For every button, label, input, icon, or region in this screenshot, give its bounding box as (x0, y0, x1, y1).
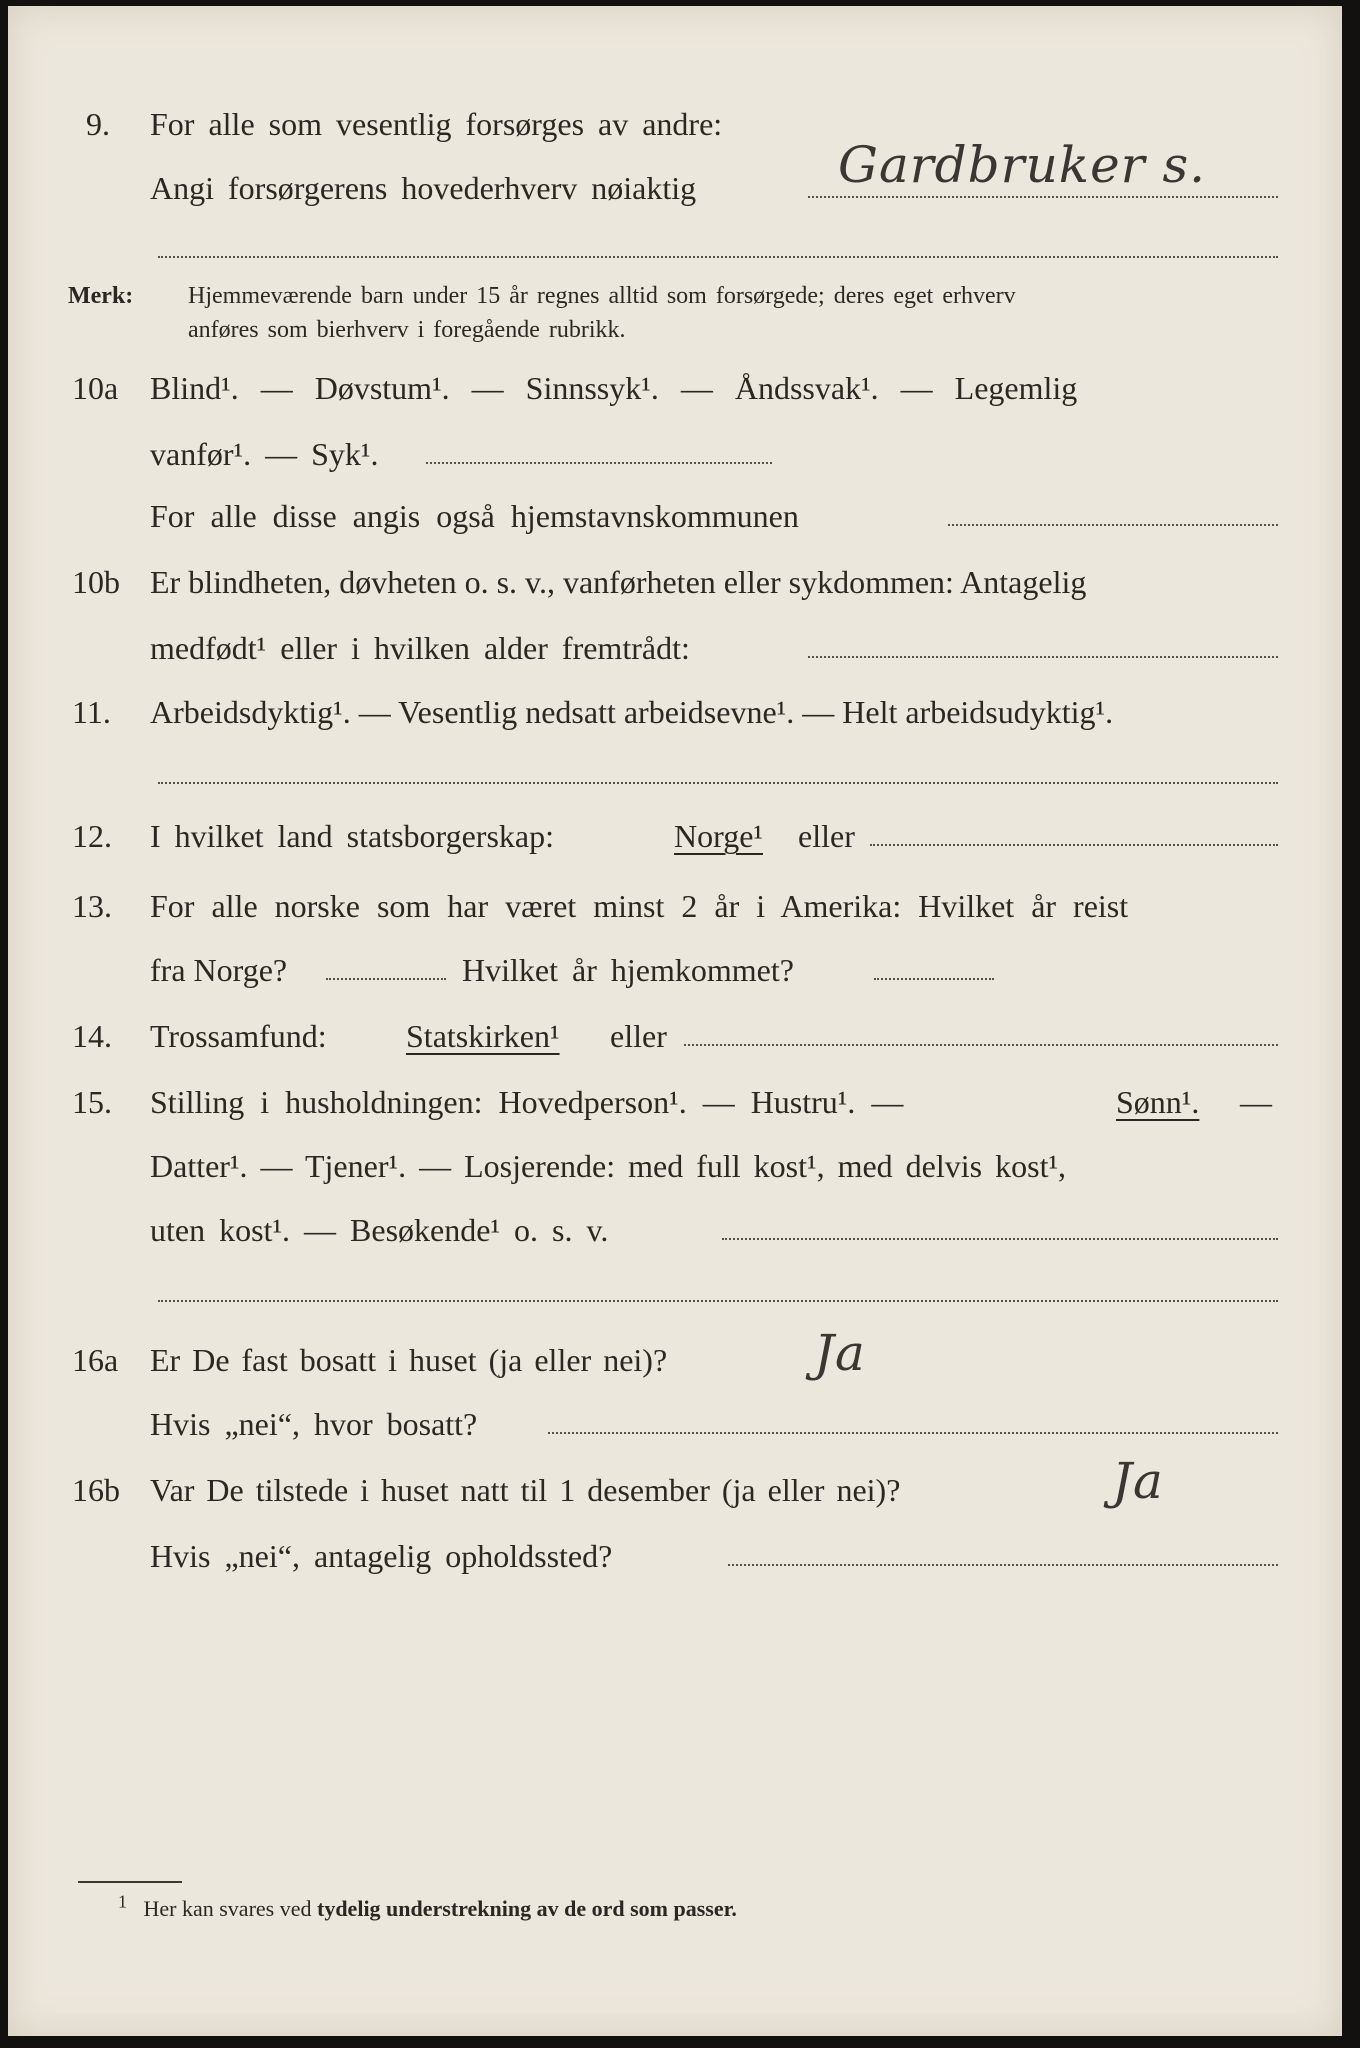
q13-line1: For alle norske som har været minst 2 år i Amerika: Hvilket år reist (150, 888, 1129, 924)
q16b-handwritten-answer: Ja (1112, 1452, 1164, 1510)
q10b-number: 10b (72, 564, 120, 600)
footnote-mark: 1 (118, 1891, 127, 1912)
q16a-number: 16a (72, 1342, 119, 1378)
footnote-plain-text: Her kan svares ved (143, 1896, 312, 1921)
q12-underlined-answer: Norge¹ (674, 818, 763, 854)
q12-answer-line (870, 844, 1278, 846)
q14-underlined-answer: Statskirken¹ (406, 1018, 560, 1054)
q9-extra-line (158, 256, 1278, 258)
q11-line1: Arbeidsdyktig¹. — Vesentlig nedsatt arbeidsevne¹. — Helt arbeidsudyktig¹. (150, 694, 1114, 730)
q15-extra-line (158, 1300, 1278, 1302)
q15-line1-suffix: — (1240, 1084, 1272, 1120)
footnote (118, 1891, 737, 1922)
q10a-hometown-line (948, 524, 1278, 526)
q11-number: 11. (72, 694, 111, 730)
footnote-rule (78, 1881, 182, 1883)
q15-line2: Datter¹. — Tjener¹. — Losjerende: med full kost¹, med delvis kost¹, (150, 1148, 1067, 1184)
q15-line3: uten kost¹. — Besøkende¹ o. s. v. (150, 1212, 609, 1248)
q12-number: 12. (72, 818, 112, 854)
q13-number: 13. (72, 888, 112, 924)
q16b-number: 16b (72, 1472, 120, 1508)
q13-line2b: Hvilket år hjemkommet? (462, 952, 794, 988)
q15-answer-line (722, 1238, 1278, 1240)
q15-underlined-answer: Sønn¹. (1116, 1084, 1200, 1120)
q9-handwritten-answer: Gardbruker s. (838, 136, 1207, 194)
q16b-answer-line (728, 1564, 1278, 1566)
q10a-answer-line (426, 462, 772, 464)
q14-answer-line (684, 1044, 1278, 1046)
q11-extra-line (158, 782, 1278, 784)
q10a-line2: vanfør¹. — Syk¹. (150, 436, 379, 472)
q10a-number: 10a (72, 370, 119, 406)
q9-answer-line (808, 196, 1278, 198)
q14-prefix: Trossamfund: (150, 1018, 327, 1054)
q13-left-year-line (326, 978, 446, 980)
census-form-page (8, 6, 1342, 2036)
q10b-line2: medfødt¹ eller i hvilken alder fremtrådt: (150, 630, 690, 666)
q10a-line3: For alle disse angis også hjemstavnskommunen (150, 498, 799, 534)
q12-prefix: I hvilket land statsborgerskap: (150, 818, 554, 854)
q16b-line2: Hvis „nei“, antagelig opholdssted? (150, 1538, 613, 1574)
merk-line1: Hjemmeværende barn under 15 år regnes alltid som forsørgede; deres eget erhverv (188, 283, 1016, 309)
q15-number: 15. (72, 1084, 112, 1120)
merk-label: Merk: (68, 283, 134, 309)
q16b-line1: Var De tilstede i huset natt til 1 desember (ja eller nei)? (150, 1472, 901, 1508)
q10a-line1: Blind¹. — Døvstum¹. — Sinnssyk¹. — Åndssvak¹. — Legemlig (150, 370, 1078, 406)
footnote-bold-text: tydelig understrekning av de ord som passer. (317, 1896, 737, 1921)
q14-suffix: eller (610, 1018, 667, 1054)
q15-line1-prefix: Stilling i husholdningen: Hovedperson¹. — Hustru¹. — (150, 1084, 904, 1120)
q16a-answer-line (548, 1432, 1278, 1434)
q9-line2: Angi forsørgerens hovederhverv nøiaktig (150, 170, 697, 206)
q16a-handwritten-answer: Ja (814, 1324, 866, 1382)
q16a-line2: Hvis „nei“, hvor bosatt? (150, 1406, 478, 1442)
q16a-line1: Er De fast bosatt i huset (ja eller nei)? (150, 1342, 668, 1378)
q12-suffix: eller (798, 818, 855, 854)
q13-line2a: fra Norge? (150, 952, 288, 988)
q9-number: 9. (86, 106, 110, 142)
q10b-line1: Er blindheten, døvheten o. s. v., vanførheten eller sykdommen: Antagelig (150, 564, 1087, 600)
q9-line1: For alle som vesentlig forsørges av andre: (150, 106, 723, 142)
q14-number: 14. (72, 1018, 112, 1054)
q13-return-year-line (874, 978, 994, 980)
q10b-answer-line (808, 656, 1278, 658)
merk-line2: anføres som bierhverv i foregående rubrikk. (188, 317, 626, 343)
